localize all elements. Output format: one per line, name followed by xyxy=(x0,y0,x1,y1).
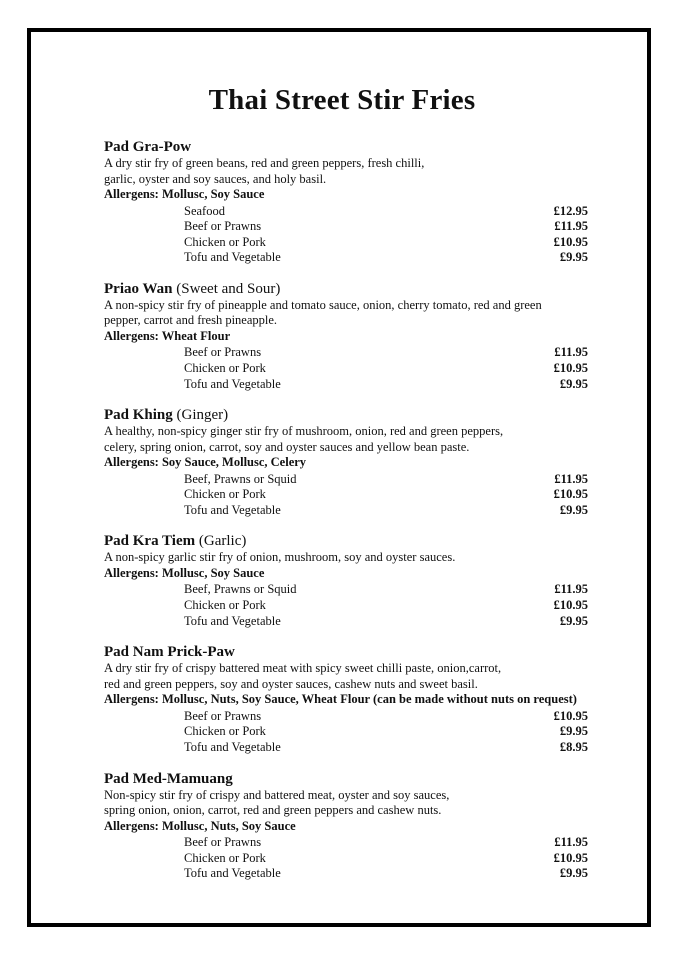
option-price: £10.95 xyxy=(553,708,588,723)
price-row xyxy=(104,361,588,377)
option-price: £10.95 xyxy=(553,234,588,249)
dish-subtitle: (Sweet and Sour) xyxy=(176,280,281,297)
dish-description: A dry stir fry of crispy battered meat with spicy sweet chilli paste, onion,carrot, red and green peppers, soy and oyster sauces, cashew nuts and sweet basil. xyxy=(104,661,502,691)
option-label: Chicken or Pork xyxy=(184,598,266,613)
dish-name: Pad Gra-Pow xyxy=(104,139,192,155)
option-label: Tofu and Vegetable xyxy=(184,376,281,391)
option-label: Chicken or Pork xyxy=(184,234,266,249)
dish-description: A non-spicy stir fry of pineapple and tomato sauce, onion, cherry tomato, red and green pepper, carrot and fresh pineapple. xyxy=(104,297,542,328)
price-list xyxy=(104,582,588,629)
menu-list xyxy=(104,138,588,896)
option-label: Tofu and Vegetable xyxy=(184,613,281,628)
dish-allergens: Allergens: Soy Sauce, Mollusc, Celery xyxy=(104,455,307,470)
dish-name: Priao Wan xyxy=(104,280,173,297)
option-price: £11.95 xyxy=(554,219,588,234)
price-row xyxy=(104,235,588,251)
menu-item xyxy=(104,643,588,755)
option-price: £12.95 xyxy=(553,203,588,218)
dish-heading xyxy=(104,643,588,661)
price-row xyxy=(104,472,588,488)
price-row xyxy=(104,709,588,725)
dish-heading xyxy=(104,280,588,298)
dish-heading xyxy=(104,406,588,424)
price-row xyxy=(104,487,588,503)
price-row xyxy=(104,503,588,519)
option-label: Beef or Prawns xyxy=(184,708,262,723)
option-label: Chicken or Pork xyxy=(184,360,266,375)
price-list xyxy=(104,709,588,756)
price-row xyxy=(104,724,588,740)
price-row xyxy=(104,866,588,882)
price-list xyxy=(104,472,588,519)
menu-item xyxy=(104,770,588,882)
dish-name: Pad Khing xyxy=(104,407,173,424)
option-price: £8.95 xyxy=(559,739,588,754)
option-label: Chicken or Pork xyxy=(184,724,266,739)
option-label: Beef, Prawns or Squid xyxy=(184,582,297,597)
dish-name: Pad Med-Mamuang xyxy=(104,770,233,787)
price-row xyxy=(104,614,588,630)
dish-description: A dry stir fry of green beans, red and green peppers, fresh chilli, garlic, oyster and soy sauces, and holy basil. xyxy=(104,156,425,186)
option-price: £9.95 xyxy=(559,866,588,881)
option-label: Beef or Prawns xyxy=(184,219,262,234)
dish-allergens: Allergens: Mollusc, Soy Sauce xyxy=(104,565,265,580)
price-row xyxy=(104,835,588,851)
dish-allergens: Allergens: Mollusc, Soy Sauce xyxy=(104,187,265,201)
price-row xyxy=(104,740,588,756)
dish-allergens: Allergens: Wheat Flour xyxy=(104,328,231,343)
price-row xyxy=(104,851,588,867)
price-row xyxy=(104,598,588,614)
option-price: £9.95 xyxy=(559,250,588,265)
menu-item xyxy=(104,280,588,392)
option-price: £11.95 xyxy=(554,835,588,849)
dish-heading xyxy=(104,770,588,788)
option-price: £10.95 xyxy=(553,598,588,613)
option-price: £10.95 xyxy=(553,487,588,502)
option-label: Tofu and Vegetable xyxy=(184,739,281,754)
price-row xyxy=(104,204,588,220)
dish-name: Pad Nam Prick-Paw xyxy=(104,644,235,661)
dish-subtitle: (Ginger) xyxy=(176,407,229,424)
option-label: Seafood xyxy=(184,203,225,218)
price-row xyxy=(104,345,588,361)
option-label: Chicken or Pork xyxy=(184,487,266,502)
dish-allergens: Allergens: Mollusc, Nuts, Soy Sauce, Wheat Flour (can be made without nuts on request) xyxy=(104,692,577,707)
option-label: Tofu and Vegetable xyxy=(184,866,281,881)
menu-item xyxy=(104,138,588,266)
option-price: £9.95 xyxy=(559,502,588,517)
option-label: Chicken or Pork xyxy=(184,850,266,865)
option-price: £11.95 xyxy=(554,345,588,360)
price-list xyxy=(104,835,588,882)
dish-description: A healthy, non-spicy ginger stir fry of mushroom, onion, red and green peppers, celery, spring onion, carrot, soy and oyster sauces and yellow bean paste. xyxy=(104,424,504,454)
dish-allergens: Allergens: Mollusc, Nuts, Soy Sauce xyxy=(104,818,296,833)
option-label: Beef, Prawns or Squid xyxy=(184,471,297,486)
price-row xyxy=(104,377,588,393)
page-title: Thai Street Stir Fries xyxy=(208,84,476,116)
option-price: £10.95 xyxy=(553,360,588,375)
option-label: Beef or Prawns xyxy=(184,345,262,360)
menu-item xyxy=(104,532,588,629)
dish-heading xyxy=(104,532,588,550)
option-price: £9.95 xyxy=(559,376,588,391)
price-row xyxy=(104,250,588,266)
option-label: Beef or Prawns xyxy=(184,835,262,849)
option-price: £9.95 xyxy=(559,724,588,739)
dish-description: Non-spicy stir fry of crispy and battered meat, oyster and soy sauces, spring onion, onion, carrot, red and green peppers and cashew nuts. xyxy=(104,787,450,817)
price-row xyxy=(104,219,588,235)
option-price: £9.95 xyxy=(559,613,588,628)
dish-name: Pad Kra Tiem xyxy=(104,533,196,550)
option-label: Tofu and Vegetable xyxy=(184,250,281,265)
price-row xyxy=(104,582,588,598)
price-list xyxy=(104,204,588,266)
price-list xyxy=(104,345,588,392)
option-price: £11.95 xyxy=(554,582,588,597)
dish-subtitle: (Garlic) xyxy=(198,533,247,550)
option-price: £10.95 xyxy=(553,850,588,865)
dish-heading xyxy=(104,138,588,156)
option-price: £11.95 xyxy=(554,471,588,486)
dish-description: A non-spicy garlic stir fry of onion, mushroom, soy and oyster sauces. xyxy=(104,550,456,565)
option-label: Tofu and Vegetable xyxy=(184,502,281,517)
menu-item xyxy=(104,406,588,518)
